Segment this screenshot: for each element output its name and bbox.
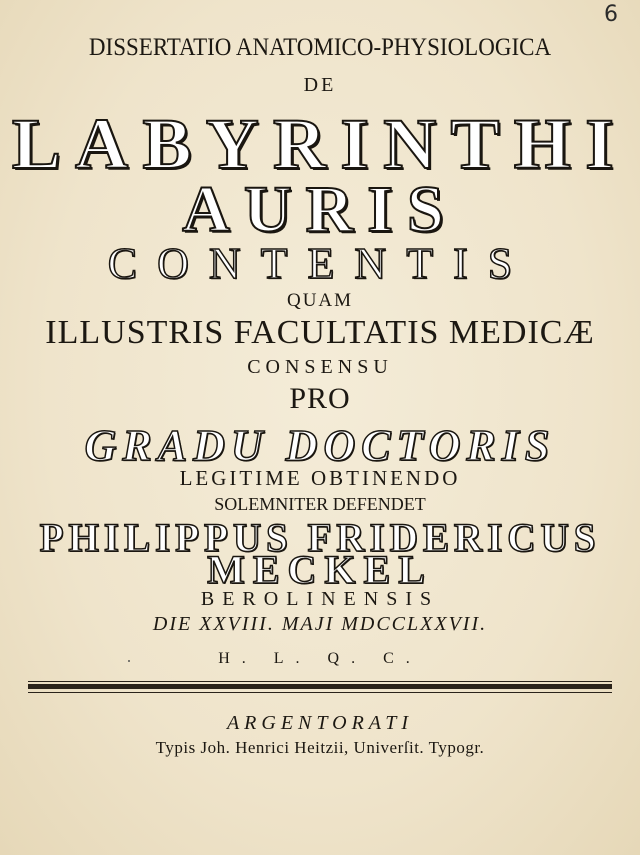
preposition-de: DE [303,74,337,96]
main-title-labyrinthi: LABYRINTHI [11,104,629,184]
word-consensu: CONSENSU [247,356,393,378]
author-origin: BEROLINENSIS [200,588,440,610]
divider-rule-top [28,681,612,682]
time-place-formula: H. L. Q. C. [218,650,422,667]
word-quam: QUAM [286,290,354,311]
imprint-place: ARGENTORATI [226,712,414,734]
degree-line: GRADU DOCTORIS [84,421,556,470]
imprint-printer: Typis Joh. Henrici Heitzii, Univerſit. Typogr. [155,738,485,757]
main-title-contentis: CONTENTIS [107,239,533,288]
author-given-names: PHILIPPUS FRIDERICUS [39,515,601,560]
divider-rule-bottom [28,692,612,693]
defense-date: DIE XXVIII. MAJI MDCCLXXVII. [152,613,488,635]
page-number-mark: 6 [604,2,618,27]
author-surname: MECKEL [207,547,433,592]
dissertation-type: DISSERTATIO ANATOMICO-PHYSIOLOGICA [88,34,552,61]
main-title-auris: AURIS [182,173,458,246]
divider-rule-thick [28,684,612,689]
legitime-line: LEGITIME OBTINENDO [179,466,461,490]
faculty-line: ILLUSTRIS FACULTATIS MEDICÆ [45,314,595,351]
solemniter-line: SOLEMNITER DEFENDET [214,494,426,514]
word-pro: PRO [289,382,351,415]
